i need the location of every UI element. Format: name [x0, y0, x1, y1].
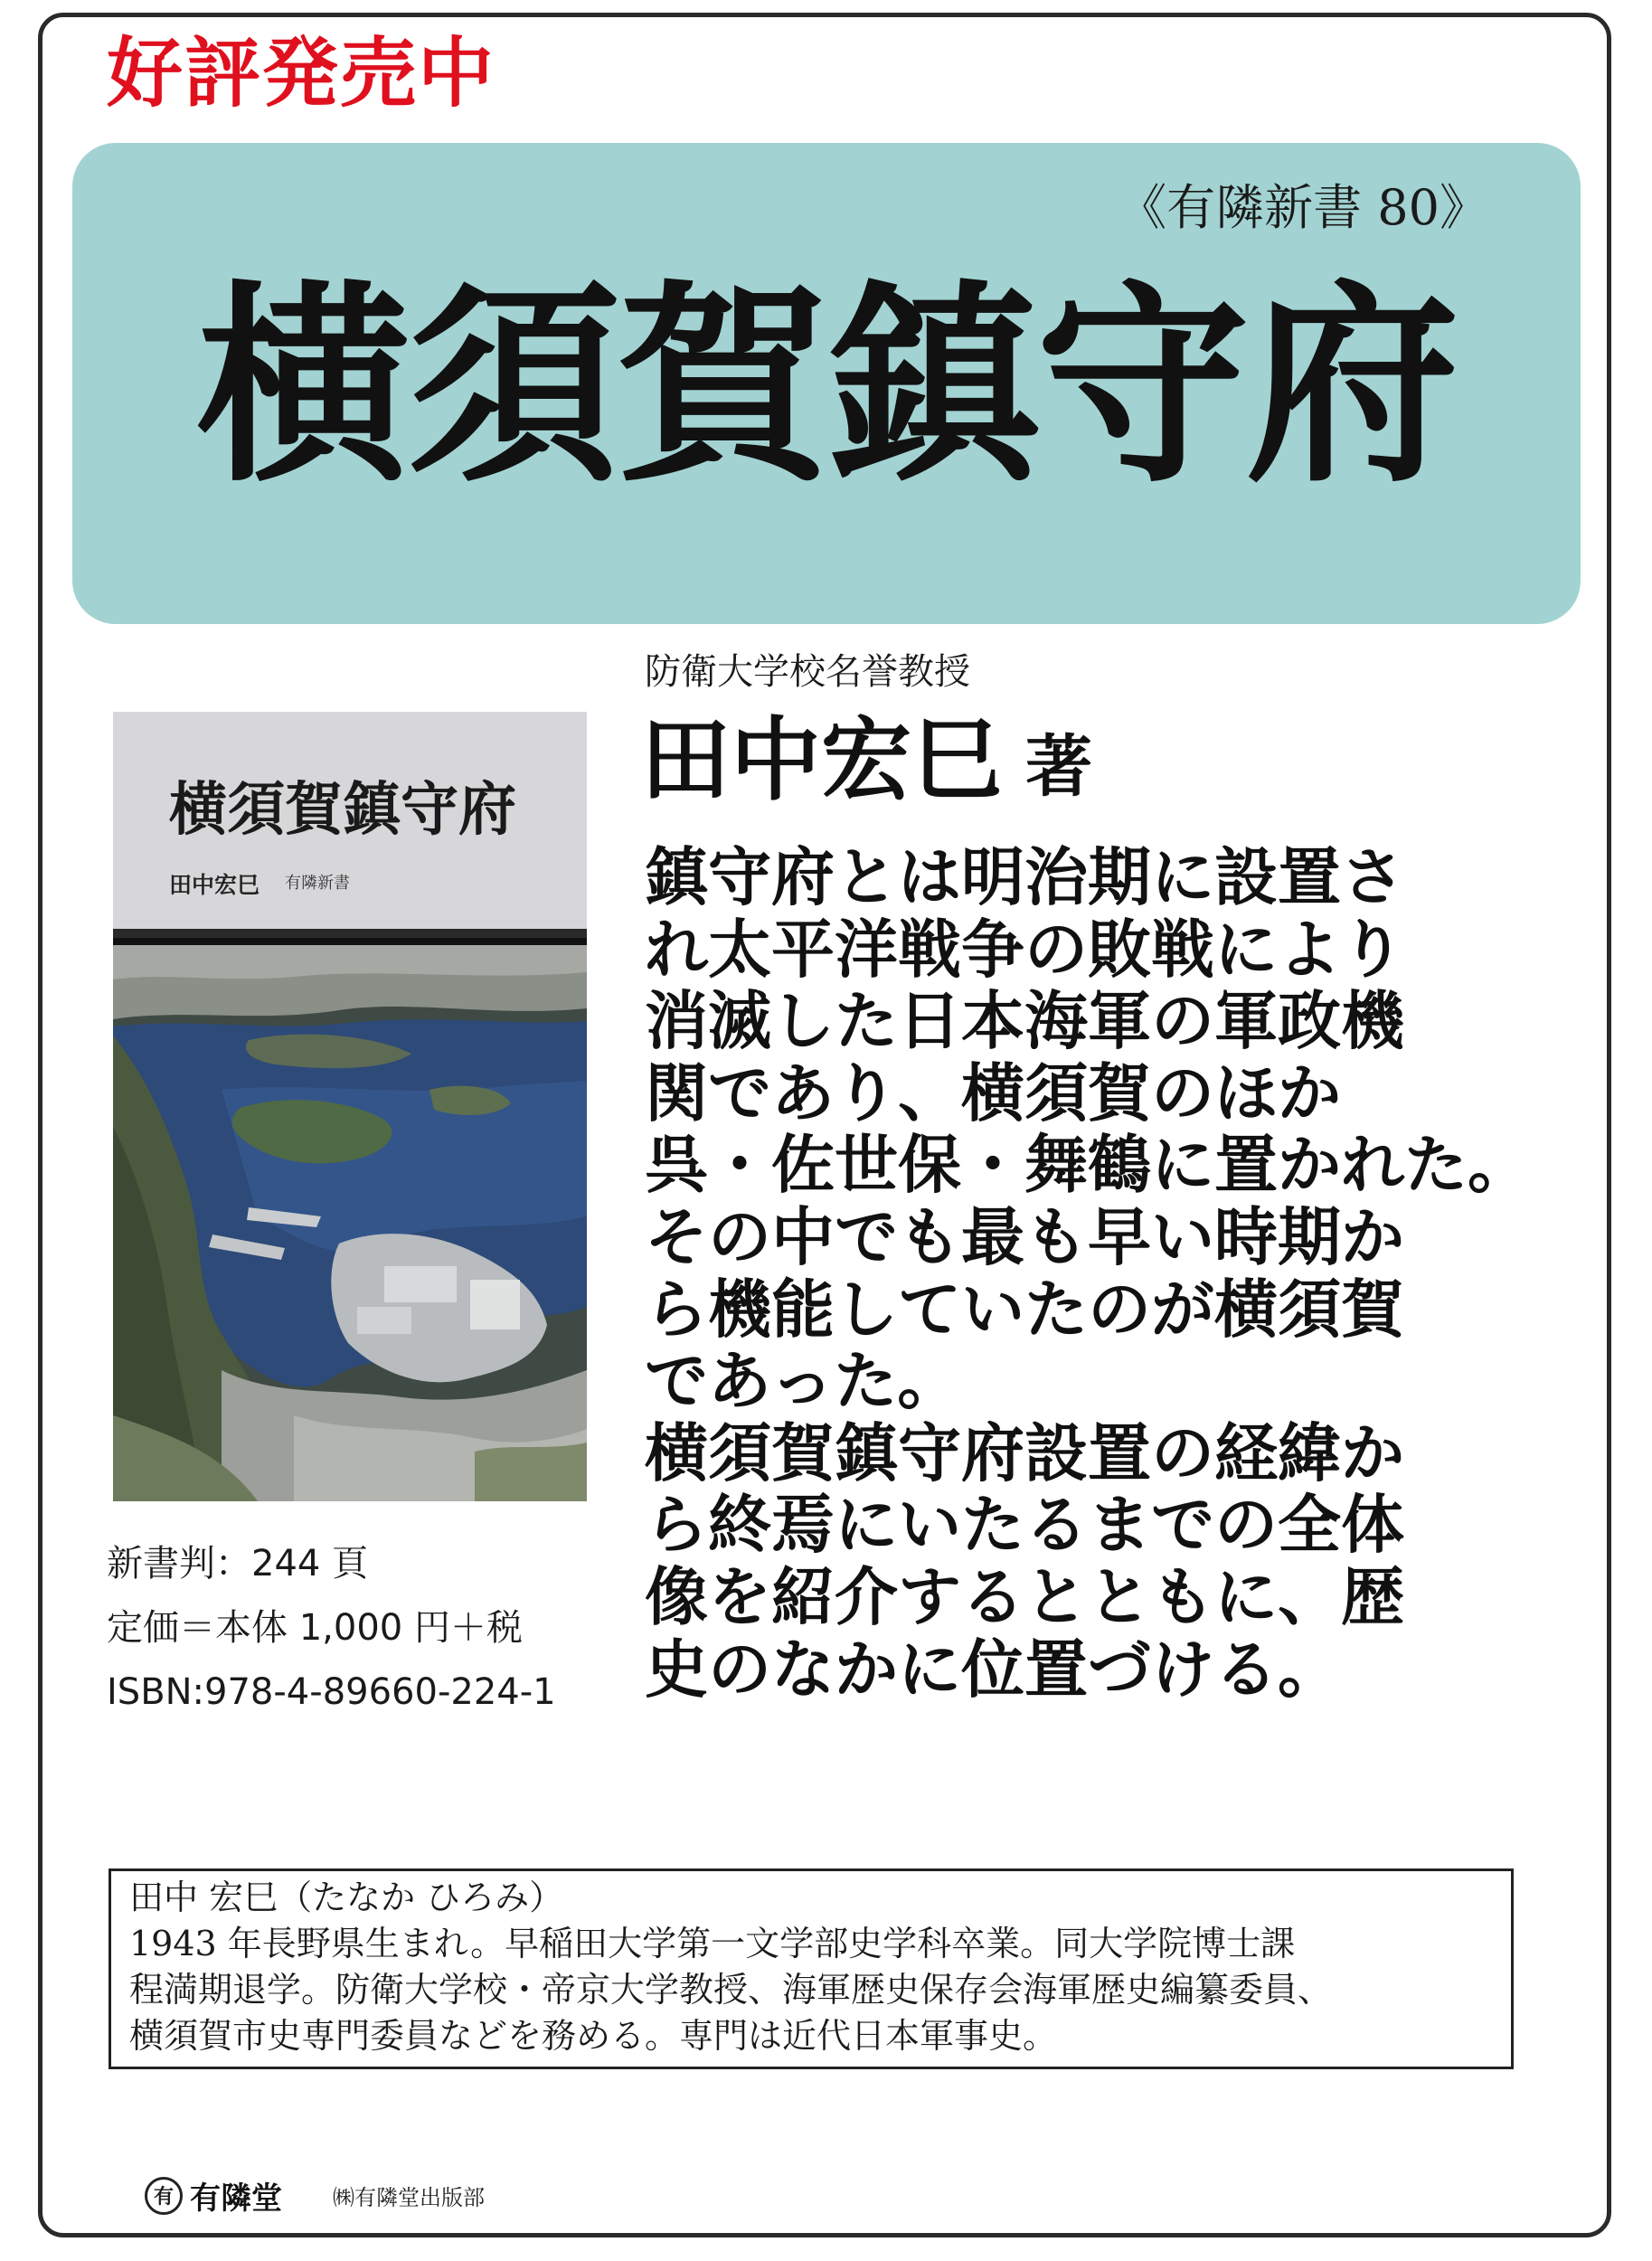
publisher-logo-text: 有隣堂	[190, 2181, 282, 2217]
bio-line: 1943 年長野県生まれ。早稲田大学第一文学部史学科卒業。同大学院博士課	[129, 1924, 1296, 1963]
cover-title: 横須賀鎮守府	[169, 776, 516, 844]
book-cover	[113, 712, 587, 1501]
description-line: 鎮守府とは明治期に設置さ	[645, 839, 1404, 914]
author-suffix: 著	[1025, 728, 1092, 806]
price: 定価＝本体 1,000 円＋税	[107, 1607, 523, 1649]
description-line: 像を紹介するとともに、歴	[645, 1558, 1404, 1634]
author-bio-box	[109, 1868, 1514, 2069]
author-line	[640, 705, 1092, 821]
cover-aerial-photo	[113, 945, 587, 1501]
cover-author: 田中宏巳	[169, 872, 260, 898]
description-line: 史のなかに位置づける。	[645, 1631, 1341, 1707]
description-line: ら機能していたのが横須賀	[645, 1271, 1404, 1347]
cover-stripe	[113, 929, 587, 938]
description-line: 関であり、横須賀のほか	[645, 1055, 1341, 1130]
bio-line: 程満期退学。防衛大学校・帝京大学教授、海軍歴史保存会海軍歴史編纂委員、	[129, 1970, 1333, 2010]
publisher-name: ㈱有隣堂出版部	[333, 2185, 485, 2210]
description-line: 横須賀鎮守府設置の経緯か	[645, 1414, 1404, 1490]
footer	[145, 2173, 485, 2218]
publisher-logo-icon: 有	[145, 2177, 183, 2215]
description-line: 呉・佐世保・舞鶴に置かれた。	[645, 1127, 1531, 1203]
cover-header	[113, 712, 587, 929]
book-specs	[107, 1532, 556, 1725]
description-line: であった。	[645, 1343, 961, 1419]
description-line: れ太平洋戦争の敗戦により	[645, 911, 1404, 987]
author-name: 田中宏巳	[640, 706, 1002, 813]
description-line: その中でも最も早い時期か	[645, 1198, 1404, 1274]
description-line: ら終焉にいたるまでの全体	[645, 1487, 1404, 1563]
series-label: 《有隣新書 80》	[1118, 179, 1488, 236]
author-affiliation: 防衛大学校名誉教授	[645, 651, 970, 693]
bio-line: 横須賀市史専門委員などを務める。専門は近代日本軍事史。	[129, 2016, 1058, 2056]
description-line: 消滅した日本海軍の軍政機	[645, 983, 1404, 1059]
book-description	[645, 841, 1576, 1705]
title-panel	[72, 143, 1581, 624]
bio-heading: 田中 宏巳（たなか ひろみ）	[129, 1878, 564, 1917]
cover-series: 有隣新書	[285, 874, 350, 893]
format-pages: 新書判：244 頁	[107, 1543, 369, 1585]
on-sale-badge: 好評発売中	[107, 29, 496, 118]
book-title: 横須賀鎮守府	[196, 260, 1456, 511]
isbn: ISBN:978-4-89660-224-1	[107, 1671, 556, 1713]
